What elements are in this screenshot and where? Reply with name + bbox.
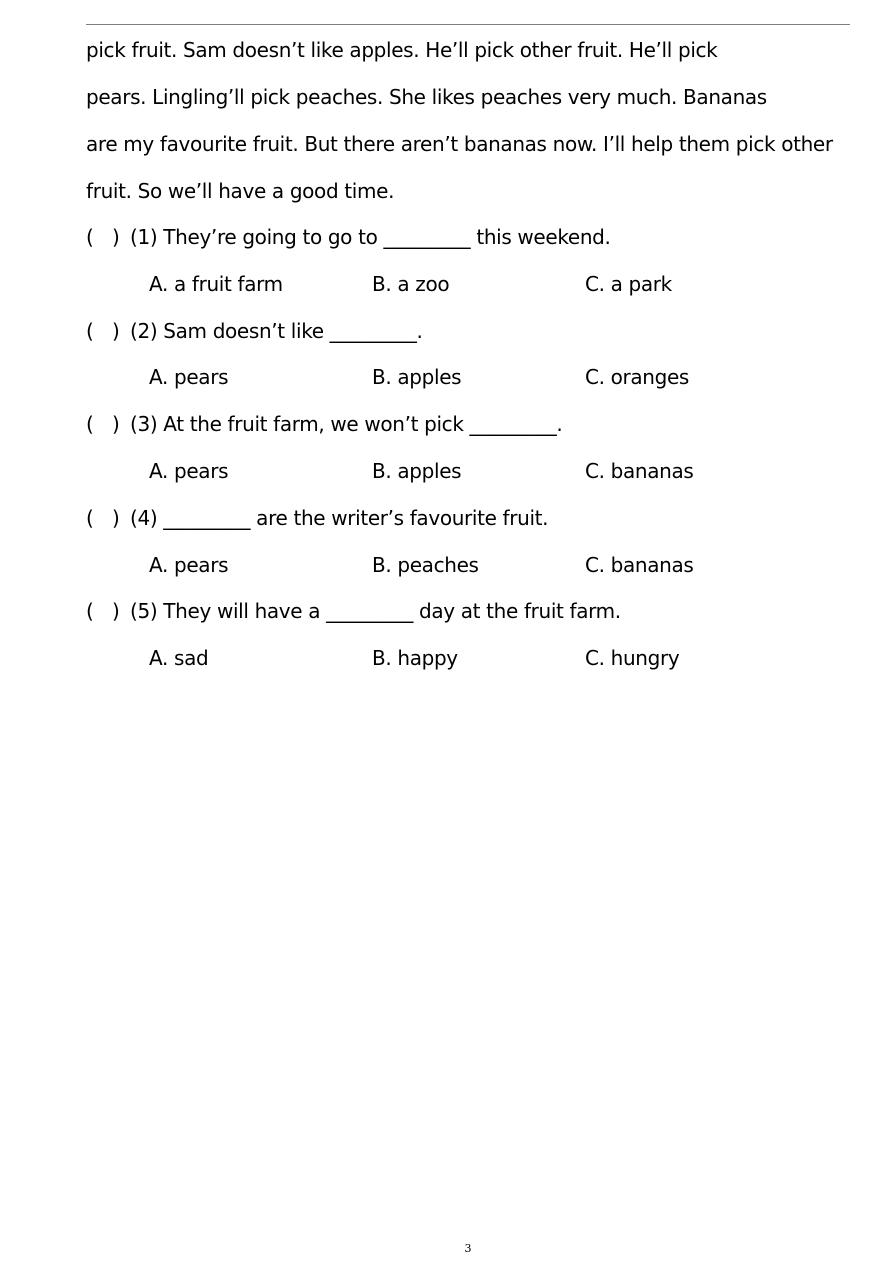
option-b: B. happy <box>372 646 458 671</box>
answer-blank-open: ( <box>86 412 94 437</box>
answer-blank-close: ) <box>112 225 120 249</box>
header-rule <box>86 24 850 25</box>
question-text: (4) _________ are the writer’s favourite fruit. <box>130 505 549 530</box>
option-c: C. hungry <box>585 646 680 671</box>
question-2 <box>86 312 866 359</box>
answer-blank-open: ( <box>86 225 94 249</box>
question-3 <box>86 405 866 452</box>
answer-blank-close: ) <box>112 505 120 530</box>
question-2-options <box>86 358 866 405</box>
passage-line: are my favourite fruit. But there aren’t bananas now. I’ll help them pick other <box>86 132 833 156</box>
question-text: (3) At the fruit farm, we won’t pick _________. <box>130 412 563 437</box>
option-c: C. bananas <box>585 458 694 483</box>
option-a: A. pears <box>149 365 229 390</box>
question-text: (1) They’re going to go to _________ this weekend. <box>130 225 611 249</box>
answer-blank-open: ( <box>86 505 94 530</box>
option-b: B. apples <box>372 365 462 390</box>
question-text: (5) They will have a _________ day at the fruit farm. <box>130 599 621 624</box>
answer-blank-open: ( <box>86 599 94 624</box>
question-4 <box>86 499 866 546</box>
reading-passage <box>86 32 886 220</box>
option-b: B. peaches <box>372 552 479 577</box>
answer-blank-close: ) <box>112 412 120 437</box>
answer-blank-close: ) <box>112 599 120 624</box>
option-a: A. pears <box>149 552 229 577</box>
passage-line: fruit. So we’ll have a good time. <box>86 179 395 203</box>
answer-blank-open: ( <box>86 318 94 343</box>
option-c: C. a park <box>585 271 672 296</box>
page-number: 3 <box>464 1242 472 1255</box>
option-c: C. oranges <box>585 365 689 390</box>
question-4-options <box>86 546 866 593</box>
option-a: A. a fruit farm <box>149 271 283 296</box>
answer-blank-close: ) <box>112 318 120 343</box>
option-c: C. bananas <box>585 552 694 577</box>
option-a: A. sad <box>149 646 209 671</box>
question-5-options <box>86 639 866 686</box>
question-5 <box>86 592 866 639</box>
question-text: (2) Sam doesn’t like _________. <box>130 318 423 343</box>
question-3-options <box>86 452 866 499</box>
question-1-options <box>86 265 866 312</box>
option-b: B. a zoo <box>372 271 450 296</box>
option-a: A. pears <box>149 458 229 483</box>
question-list <box>86 218 866 686</box>
question-1 <box>86 218 866 265</box>
passage-line: pears. Lingling’ll pick peaches. She likes peaches very much. Bananas <box>86 85 767 109</box>
option-b: B. apples <box>372 458 462 483</box>
passage-line: pick fruit. Sam doesn’t like apples. He’ll pick other fruit. He’ll pick <box>86 38 718 62</box>
